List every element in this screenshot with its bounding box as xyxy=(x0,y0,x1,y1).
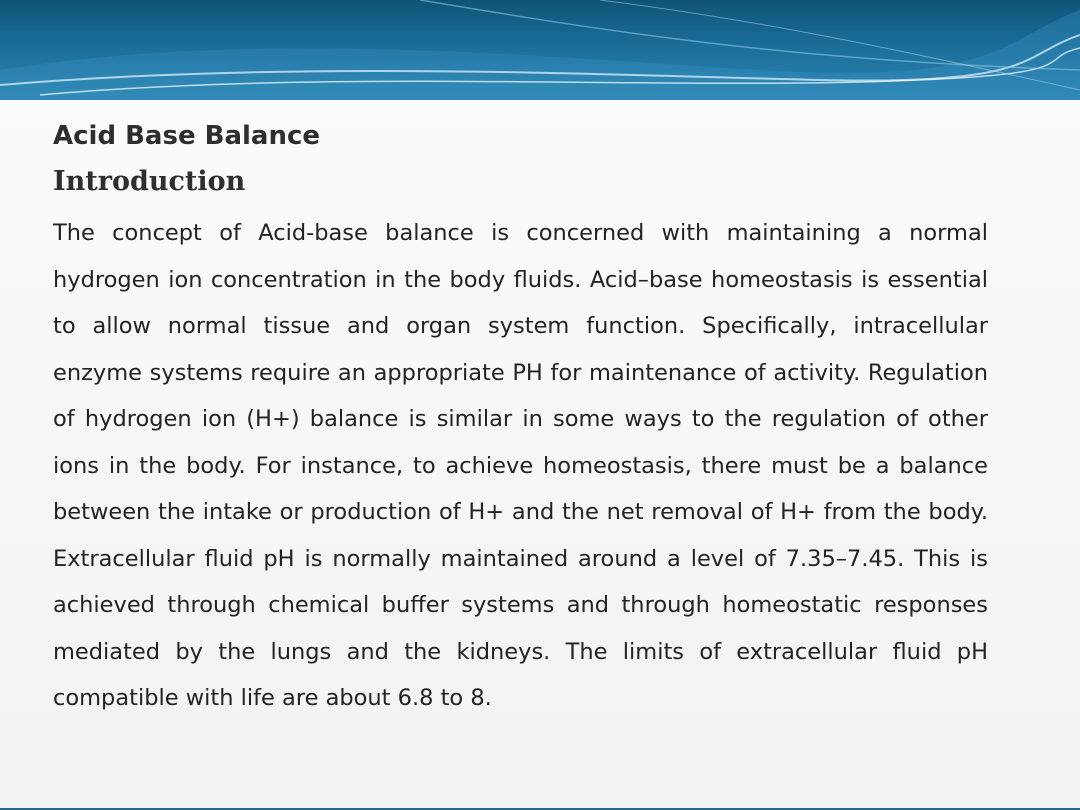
section-title: Introduction xyxy=(53,166,246,197)
slide-header-band xyxy=(0,0,1080,100)
body-paragraph: The concept of Acid-base balance is concerned with maintaining a normal hydrogen ion concentration in the body fluids. Acid–base homeostasis is essential to allow normal tissue and organ system function. Specifically, intracellular enzyme systems require an appropriate PH for maintenance of activity. Regulation of hydrogen ion (H+) balance is similar in some ways to the regulation of other ions in the body. For instance, to achieve homeostasis, there must be a balance between the intake or production of H+ and the net removal of H+ from the body. Extracellular fluid pH is normally maintained around a level of 7.35–7.45. This is achieved through chemical buffer systems and through homeostatic responses mediated by the lungs and the kidneys. The limits of extracellular fluid pH compatible with life are about 6.8 to 8. xyxy=(53,220,988,711)
header-wave-decoration xyxy=(0,0,1080,100)
document-heading: Acid Base Balance xyxy=(53,121,321,151)
document-content xyxy=(53,118,988,722)
scanned-document-page xyxy=(0,100,1080,810)
